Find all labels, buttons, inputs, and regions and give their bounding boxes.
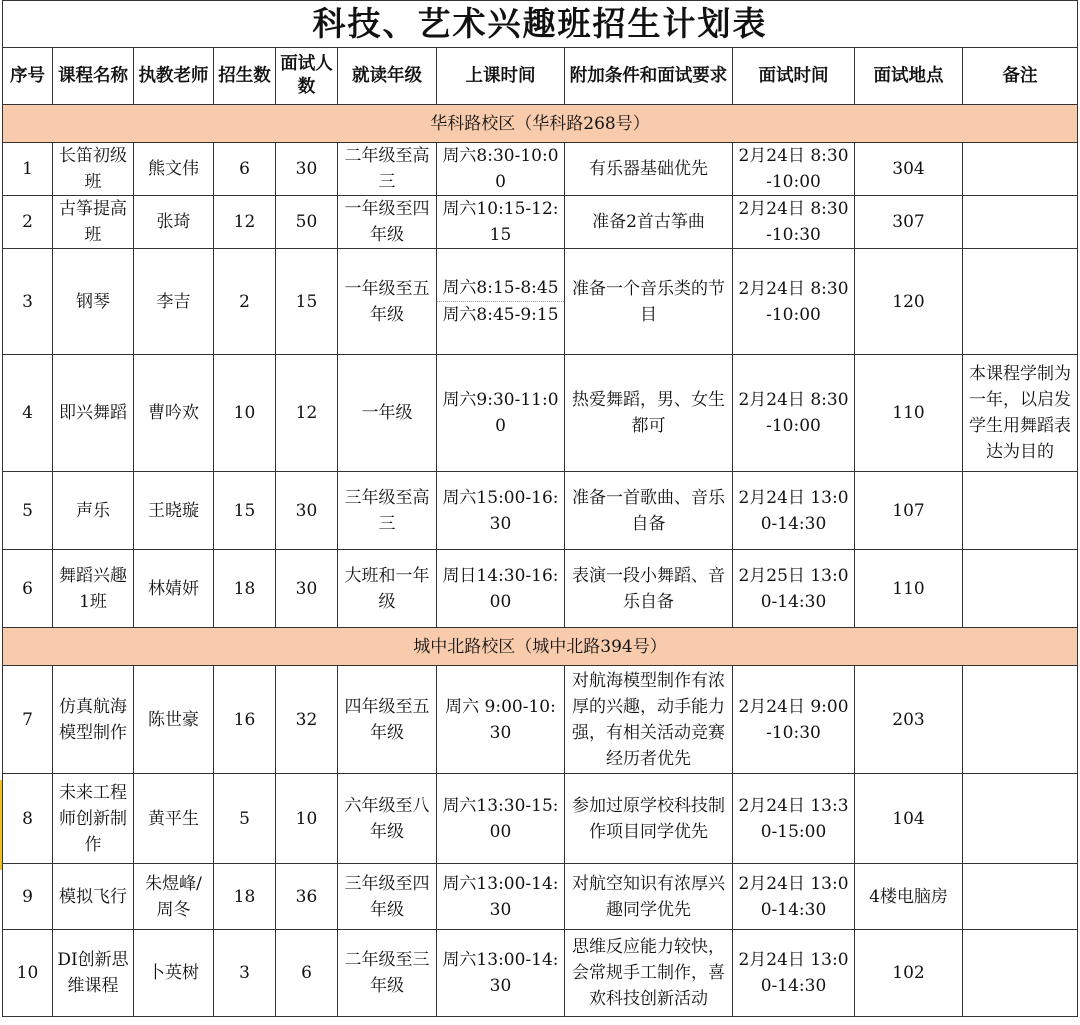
enrollment-sheet [2,0,1077,1025]
cell-time: 周六10:15-12:15 [437,196,565,249]
cell-note [963,355,1078,472]
cell-grade: 大班和一年级 [338,550,437,628]
cell-grade: 一年级至五年级 [338,249,437,355]
cell-interview-time: 2月24日 13:00-14:30 [733,472,855,550]
cell-interview-time: 2月24日 8:30-10:00 [733,143,855,196]
note-text: 本课程学制为一年，以启发学生用舞蹈表达为目的 [969,364,1071,462]
header-teacher: 执教老师 [134,48,214,105]
class-time-slot-2: 周六8:45-9:15 [442,305,559,325]
cell-location: 304 [855,143,963,196]
cell-time: 周六13:30-15:00 [437,774,565,864]
cell-no: 6 [3,550,53,628]
cell-interview-time: 2月24日 9:00-10:30 [733,666,855,774]
header-grade: 就读年级 [338,48,437,105]
cell-location: 107 [855,472,963,550]
cell-enroll: 10 [214,355,276,472]
cell-interview-time: 2月24日 8:30-10:00 [733,355,855,472]
cell-grade: 六年级至八年级 [338,774,437,864]
cell-interview-count: 32 [276,666,338,774]
cell-interview-count: 6 [276,930,338,1017]
cell-grade: 一年级 [338,355,437,472]
cell-requirement: 准备一个音乐类的节目 [565,249,733,355]
cell-requirement: 准备一首歌曲、音乐自备 [565,472,733,550]
cell-grade: 二年级至三年级 [338,930,437,1017]
class-time-slot-1: 周六8:15-8:45 [437,275,564,302]
cell-enroll: 2 [214,249,276,355]
cell-interview-count: 30 [276,143,338,196]
cell-no: 5 [3,472,53,550]
cell-location: 104 [855,774,963,864]
cell-requirement: 思维反应能力较快，会常规手工制作，喜欢科技创新活动 [565,930,733,1017]
cell-interview-time: 2月24日 13:00-14:30 [733,864,855,930]
cell-interview-time: 2月24日 13:30-15:00 [733,774,855,864]
cell-requirement: 对航海模型制作有浓厚的兴趣，动手能力强，有相关活动竞赛经历者优先 [565,666,733,774]
cell-grade: 四年级至五年级 [338,666,437,774]
section-header: 华科路校区（华科路268号） [3,105,1078,143]
cell-note [963,550,1078,628]
cell-note [963,864,1078,930]
cell-course: 声乐 [53,472,134,550]
cell-interview-count: 30 [276,472,338,550]
cell-teacher: 张琦 [134,196,214,249]
cell-teacher: 熊文伟 [134,143,214,196]
header-time: 上课时间 [437,48,565,105]
cell-course: 舞蹈兴趣1班 [53,550,134,628]
header-interview-count: 面试人数 [276,48,338,105]
cell-teacher: 陈世豪 [134,666,214,774]
cell-location: 307 [855,196,963,249]
cell-requirement: 热爱舞蹈，男、女生都可 [565,355,733,472]
cell-no: 4 [3,355,53,472]
cell-time: 周六13:00-14:30 [437,930,565,1017]
cell-interview-count: 12 [276,355,338,472]
cell-teacher: 黄平生 [134,774,214,864]
cell-no: 7 [3,666,53,774]
cell-no: 8 [3,774,53,864]
cell-location: 110 [855,355,963,472]
cell-interview-count: 30 [276,550,338,628]
cell-time: 周六13:00-14:30 [437,864,565,930]
cell-enroll: 6 [214,143,276,196]
table-row [3,355,1078,472]
table-row [3,143,1078,196]
header-course: 课程名称 [53,48,134,105]
table-row [3,774,1078,864]
cell-interview-count: 15 [276,249,338,355]
cell-course: 古筝提高班 [53,196,134,249]
table-row [3,666,1078,774]
cell-teacher: 朱煜峰/周冬 [134,864,214,930]
cell-location: 102 [855,930,963,1017]
cell-time: 周六8:30-10:00 [437,143,565,196]
cell-note [963,472,1078,550]
header-location: 面试地点 [855,48,963,105]
cell-no: 1 [3,143,53,196]
cell-interview-time: 2月24日 8:30-10:30 [733,196,855,249]
cell-note [963,774,1078,864]
cell-enroll: 3 [214,930,276,1017]
cell-grade: 一年级至四年级 [338,196,437,249]
cell-enroll: 18 [214,864,276,930]
cell-course: 仿真航海模型制作 [53,666,134,774]
cell-interview-count: 36 [276,864,338,930]
cell-course: 长笛初级班 [53,143,134,196]
section-header: 城中北路校区（城中北路394号） [3,628,1078,666]
cell-enroll: 12 [214,196,276,249]
cell-teacher: 王晓璇 [134,472,214,550]
cell-requirement: 准备2首古筝曲 [565,196,733,249]
cell-grade: 二年级至高三 [338,143,437,196]
cell-interview-time: 2月24日 13:00-14:30 [733,930,855,1017]
cell-course: 未来工程师创新制作 [53,774,134,864]
cell-requirement: 表演一段小舞蹈、音乐自备 [565,550,733,628]
cell-teacher: 李吉 [134,249,214,355]
cell-location: 110 [855,550,963,628]
enrollment-table [2,0,1078,1017]
cell-course: DI创新思维课程 [53,930,134,1017]
cell-time: 周六9:30-11:00 [437,355,565,472]
header-no: 序号 [3,48,53,105]
table-row [3,930,1078,1017]
cell-enroll: 16 [214,666,276,774]
cell-enroll: 18 [214,550,276,628]
cell-time: 周六15:00-16:30 [437,472,565,550]
cell-location: 203 [855,666,963,774]
header-interview-time: 面试时间 [733,48,855,105]
cell-time: 周日14:30-16:00 [437,550,565,628]
cell-teacher: 卜英树 [134,930,214,1017]
cell-note [963,143,1078,196]
cell-teacher: 曹吟欢 [134,355,214,472]
cell-course: 即兴舞蹈 [53,355,134,472]
header-enroll: 招生数 [214,48,276,105]
cell-note [963,930,1078,1017]
cell-teacher: 林婧妍 [134,550,214,628]
table-title: 科技、艺术兴趣班招生计划表 [3,1,1078,48]
header-note: 备注 [963,48,1078,105]
cell-no: 10 [3,930,53,1017]
cell-interview-count: 10 [276,774,338,864]
cell-grade: 三年级至高三 [338,472,437,550]
cell-note [963,249,1078,355]
cell-requirement: 对航空知识有浓厚兴趣同学优先 [565,864,733,930]
cell-no: 9 [3,864,53,930]
header-requirement: 附加条件和面试要求 [565,48,733,105]
table-row [3,249,1078,355]
cell-no: 2 [3,196,53,249]
cell-enroll: 15 [214,472,276,550]
table-row [3,472,1078,550]
cell-no: 3 [3,249,53,355]
table-row [3,864,1078,930]
cell-interview-time: 2月24日 8:30-10:00 [733,249,855,355]
table-row [3,550,1078,628]
cell-interview-time: 2月25日 13:00-14:30 [733,550,855,628]
table-row [3,196,1078,249]
cell-course: 模拟飞行 [53,864,134,930]
cell-location: 120 [855,249,963,355]
cell-grade: 三年级至四年级 [338,864,437,930]
cell-location: 4楼电脑房 [855,864,963,930]
cell-time: 周六 9:00-10:30 [437,666,565,774]
cell-interview-count: 50 [276,196,338,249]
cell-course: 钢琴 [53,249,134,355]
cell-time [437,249,565,355]
cell-requirement: 参加过原学校科技制作项目同学优先 [565,774,733,864]
cell-requirement: 有乐器基础优先 [565,143,733,196]
cell-note [963,666,1078,774]
cell-enroll: 5 [214,774,276,864]
cell-note [963,196,1078,249]
